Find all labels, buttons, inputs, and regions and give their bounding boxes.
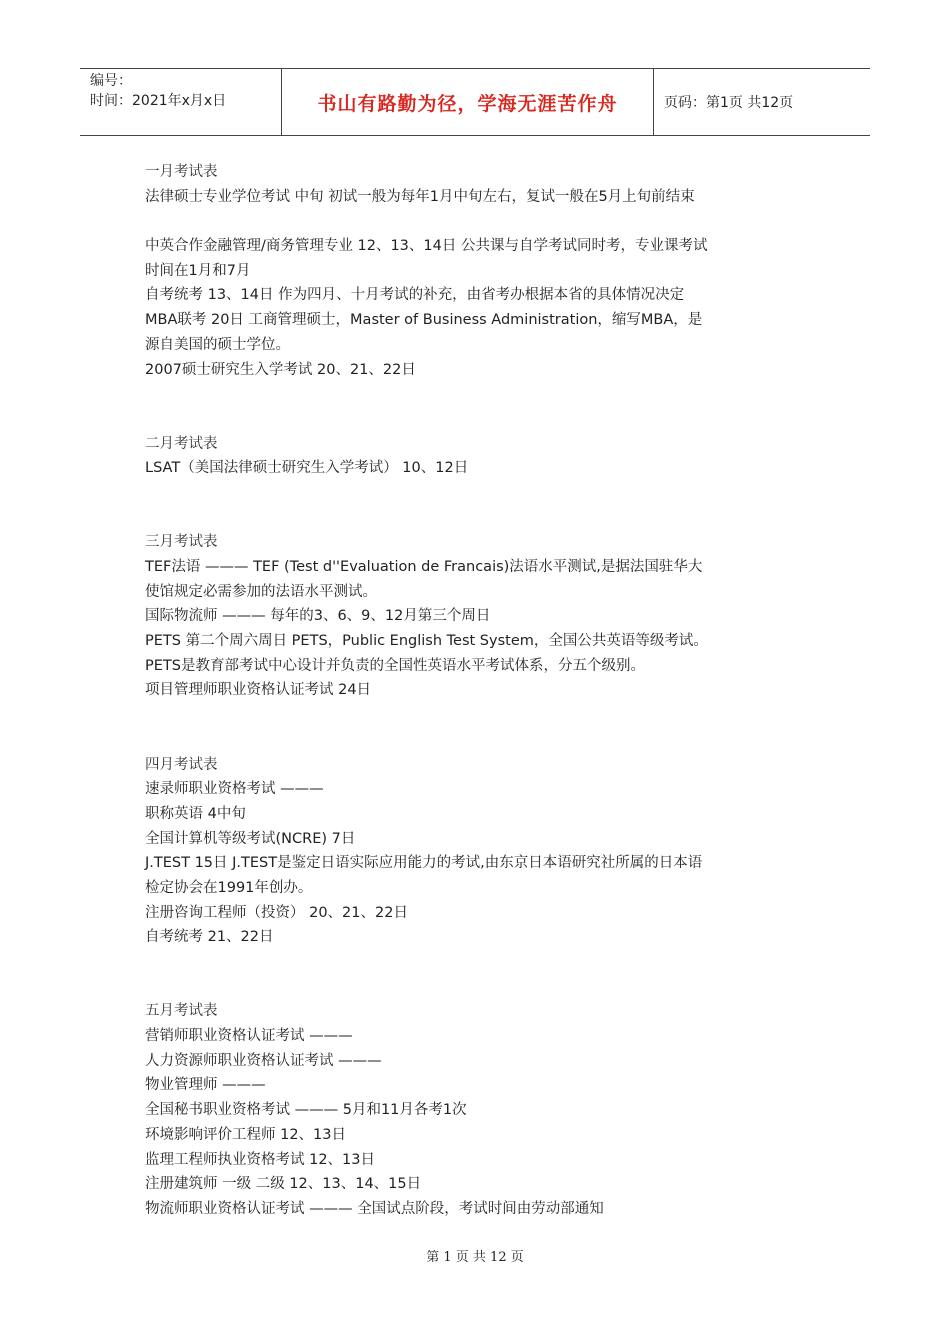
text-line: 物流师职业资格认证考试 ——— 全国试点阶段，考试时间由劳动部通知 xyxy=(145,1200,604,1217)
section-march xyxy=(145,530,815,703)
spacer xyxy=(145,481,815,506)
spacer xyxy=(145,975,815,1000)
section-april xyxy=(145,753,815,951)
section-title: 一月考试表 xyxy=(145,164,218,180)
section-title: 三月考试表 xyxy=(145,534,218,551)
text-line: MBA联考 20日 工商管理硕士，Master of Business Administration，缩写MBA，是 xyxy=(145,312,703,329)
text-line: 职称英语 4中旬 xyxy=(145,805,246,822)
text-line: 全国计算机等级考试(NCRE) 7日 xyxy=(145,830,356,847)
header-table xyxy=(80,68,870,136)
page-info: 页码：第1页 共12页 xyxy=(664,95,794,111)
text-line: 注册建筑师 一级 二级 12、13、14、15日 xyxy=(145,1176,422,1193)
spacer xyxy=(145,728,815,753)
text-line: 中英合作金融管理/商务管理专业 12、13、14日 公共课与自学考试同时考，专业课考试 xyxy=(145,238,708,255)
header-page-cell xyxy=(654,69,870,135)
text-line: 使馆规定必需参加的法语水平测试。 xyxy=(145,583,377,600)
text-line: TEF法语 ——— TEF (Test d''Evaluation de Francais)法语水平测试,是据法国驻华大 xyxy=(145,559,703,575)
text-line: 国际物流师 ——— 每年的3、6、9、12月第三个周日 xyxy=(145,608,491,625)
document-body xyxy=(145,160,815,1222)
text-line: PETS是教育部考试中心设计并负责的全国性英语水平考试体系，分五个级别。 xyxy=(145,657,645,674)
section-title: 四月考试表 xyxy=(145,756,218,773)
spacer xyxy=(145,506,815,531)
text-line: 速录师职业资格考试 ——— xyxy=(145,781,324,798)
text-line: 营销师职业资格认证考试 ——— xyxy=(145,1028,353,1045)
text-line: 源自美国的硕士学位。 xyxy=(145,336,290,353)
text-line: 物业管理师 ——— xyxy=(145,1077,266,1094)
spacer xyxy=(145,950,815,975)
text-line: 自考统考 21、22日 xyxy=(145,929,274,946)
text-line: 检定协会在1991年创办。 xyxy=(145,879,313,896)
text-line: 全国秘书职业资格考试 ——— 5月和11月各考1次 xyxy=(145,1102,467,1119)
text-line: 项目管理师职业资格认证考试 24日 xyxy=(145,682,372,699)
text-line: 时间在1月和7月 xyxy=(145,262,251,279)
section-february xyxy=(145,432,815,481)
text-line: 环境影响评价工程师 12、13日 xyxy=(145,1126,347,1143)
spacer xyxy=(145,703,815,728)
footer-page-number: 第 1 页 共 12 页 xyxy=(426,1250,524,1265)
blank-line xyxy=(145,209,815,234)
text-line: J.TEST 15日 J.TEST是鉴定日语实际应用能力的考试,由东京日本语研究社所属的日本语 xyxy=(145,855,703,872)
header-motto-cell xyxy=(282,69,654,135)
section-may xyxy=(145,999,815,1221)
number-label: 编号： xyxy=(90,73,132,89)
text-line: LSAT（美国法律硕士研究生入学考试） 10、12日 xyxy=(145,460,469,477)
motto-text: 书山有路勤为径，学海无涯苦作舟 xyxy=(317,92,618,115)
section-title: 五月考试表 xyxy=(145,1003,218,1020)
text-line: 自考统考 13、14日 作为四月、十月考试的补充，由省考办根据本省的具体情况决定 xyxy=(145,287,685,304)
spacer xyxy=(145,382,815,407)
section-title: 二月考试表 xyxy=(145,435,218,452)
section-january xyxy=(145,160,815,382)
text-line: 监理工程师执业资格考试 12、13日 xyxy=(145,1151,376,1168)
spacer xyxy=(145,407,815,432)
text-line: 2007硕士研究生入学考试 20、21、22日 xyxy=(145,361,416,378)
text-line: 法律硕士专业学位考试 中旬 初试一般为每年1月中旬左右，复试一般在5月上旬前结束 xyxy=(145,188,695,205)
text-line: 人力资源师职业资格认证考试 ——— xyxy=(145,1052,382,1069)
text-line: 注册咨询工程师（投资） 20、21、22日 xyxy=(145,904,408,921)
header-meta-cell xyxy=(80,69,282,135)
page-footer xyxy=(0,1246,950,1265)
text-line: PETS 第二个周六周日 PETS，Public English Test System，全国公共英语等级考试。 xyxy=(145,633,708,650)
time-label: 时间：2021年x月x日 xyxy=(90,93,227,109)
